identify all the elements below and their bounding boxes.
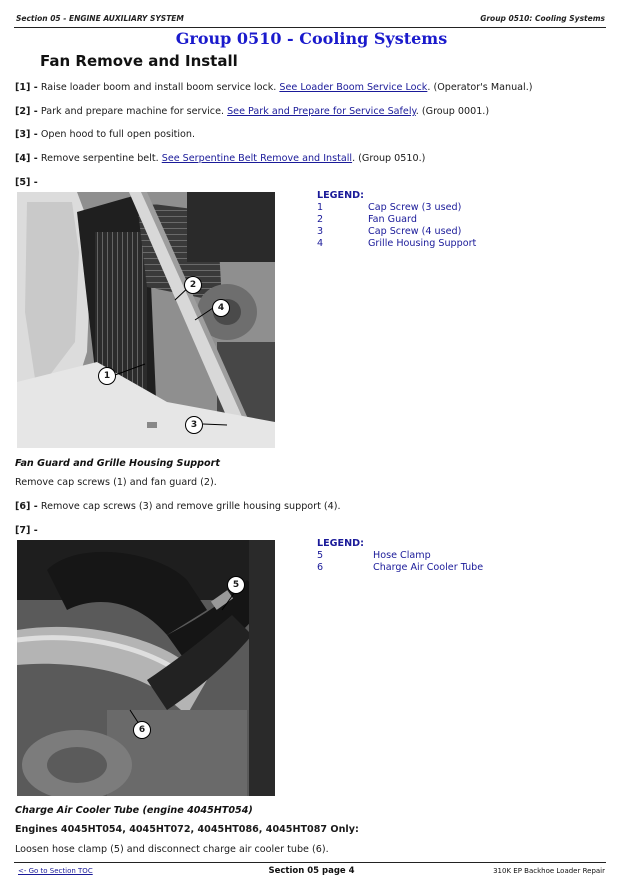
callout-5: 5 [227, 576, 245, 594]
legend-num: 5 [317, 550, 324, 561]
step-number: [2] - [15, 106, 38, 117]
legend-label: Cap Screw (4 used) [368, 226, 462, 237]
legend-num: 2 [317, 214, 324, 225]
legend-num: 1 [317, 202, 324, 213]
page-number: Section 05 page 4 [268, 866, 355, 876]
step-after: . (Group 0001.) [415, 106, 490, 117]
loader-boom-lock-link[interactable]: See Loader Boom Service Lock [279, 82, 428, 93]
step-number: [5] - [15, 177, 38, 188]
legend-label: Hose Clamp [373, 550, 431, 561]
callout-4: 4 [212, 299, 230, 317]
group-label: Group 0510: Cooling Systems [480, 14, 605, 23]
page-title: Fan Remove and Install [40, 52, 238, 70]
legend-num: 6 [317, 562, 324, 573]
instruction-text: Remove cap screws (1) and fan guard (2). [15, 477, 217, 488]
step-2 [15, 106, 489, 117]
fan-guard-photo [17, 192, 275, 448]
serpentine-belt-link[interactable]: See Serpentine Belt Remove and Install [161, 153, 353, 164]
legend-num: 3 [317, 226, 324, 237]
step-number: [4] - [15, 153, 38, 164]
step-6 [15, 501, 341, 512]
final-instruction: Loosen hose clamp (5) and disconnect charge air cooler tube (6). [15, 844, 329, 855]
legend-title: LEGEND: [317, 190, 364, 201]
step-number: [1] - [15, 82, 38, 93]
step-number: [7] - [15, 525, 38, 536]
toc-link[interactable]: <- Go to Section TOC [18, 867, 93, 875]
figure2-caption: Charge Air Cooler Tube (engine 4045HT054) [15, 805, 253, 816]
step-text: Remove serpentine belt. [40, 153, 162, 164]
callout-2: 2 [184, 276, 202, 294]
callout-3: 3 [185, 416, 203, 434]
step-1 [15, 82, 532, 93]
step-5 [15, 177, 38, 188]
legend-label: Fan Guard [368, 214, 417, 225]
step-text: Raise loader boom and install boom service lock. [40, 82, 280, 93]
step-after: . (Group 0510.) [352, 153, 426, 164]
step-after: . (Operator's Manual.) [427, 82, 533, 93]
step-3 [15, 129, 195, 140]
park-prepare-link[interactable]: See Park and Prepare for Service Safely [227, 106, 416, 117]
step-number: [6] - [15, 501, 38, 512]
step-text: Park and prepare machine for service. [40, 106, 228, 117]
legend-num: 4 [317, 238, 324, 249]
legend-title: LEGEND: [317, 538, 364, 549]
callout-6: 6 [133, 721, 151, 739]
legend-label: Cap Screw (3 used) [368, 202, 462, 213]
figure1-caption: Fan Guard and Grille Housing Support [15, 458, 220, 469]
legend-fig2 [317, 538, 597, 578]
header-rule [14, 27, 606, 28]
legend-label: Grille Housing Support [368, 238, 477, 249]
group-title: Group 0510 - Cooling Systems [175, 29, 448, 48]
footer-rule [14, 862, 606, 863]
step-7 [15, 525, 38, 536]
doc-title: 310K EP Backhoe Loader Repair [493, 867, 605, 875]
section-label: Section 05 - ENGINE AUXILIARY SYSTEM [16, 14, 184, 23]
legend-fig1 [317, 190, 597, 260]
step-number: [3] - [15, 129, 38, 140]
charge-air-tube-photo [17, 540, 275, 796]
step-4 [15, 153, 425, 164]
legend-label: Charge Air Cooler Tube [373, 562, 484, 573]
callout-1: 1 [98, 367, 116, 385]
engines-line: Engines 4045HT054, 4045HT072, 4045HT086, 4045HT087 Only: [15, 824, 359, 835]
step-text: Open hood to full open position. [40, 129, 196, 140]
step-text: Remove cap screws (3) and remove grille housing support (4). [40, 501, 341, 512]
